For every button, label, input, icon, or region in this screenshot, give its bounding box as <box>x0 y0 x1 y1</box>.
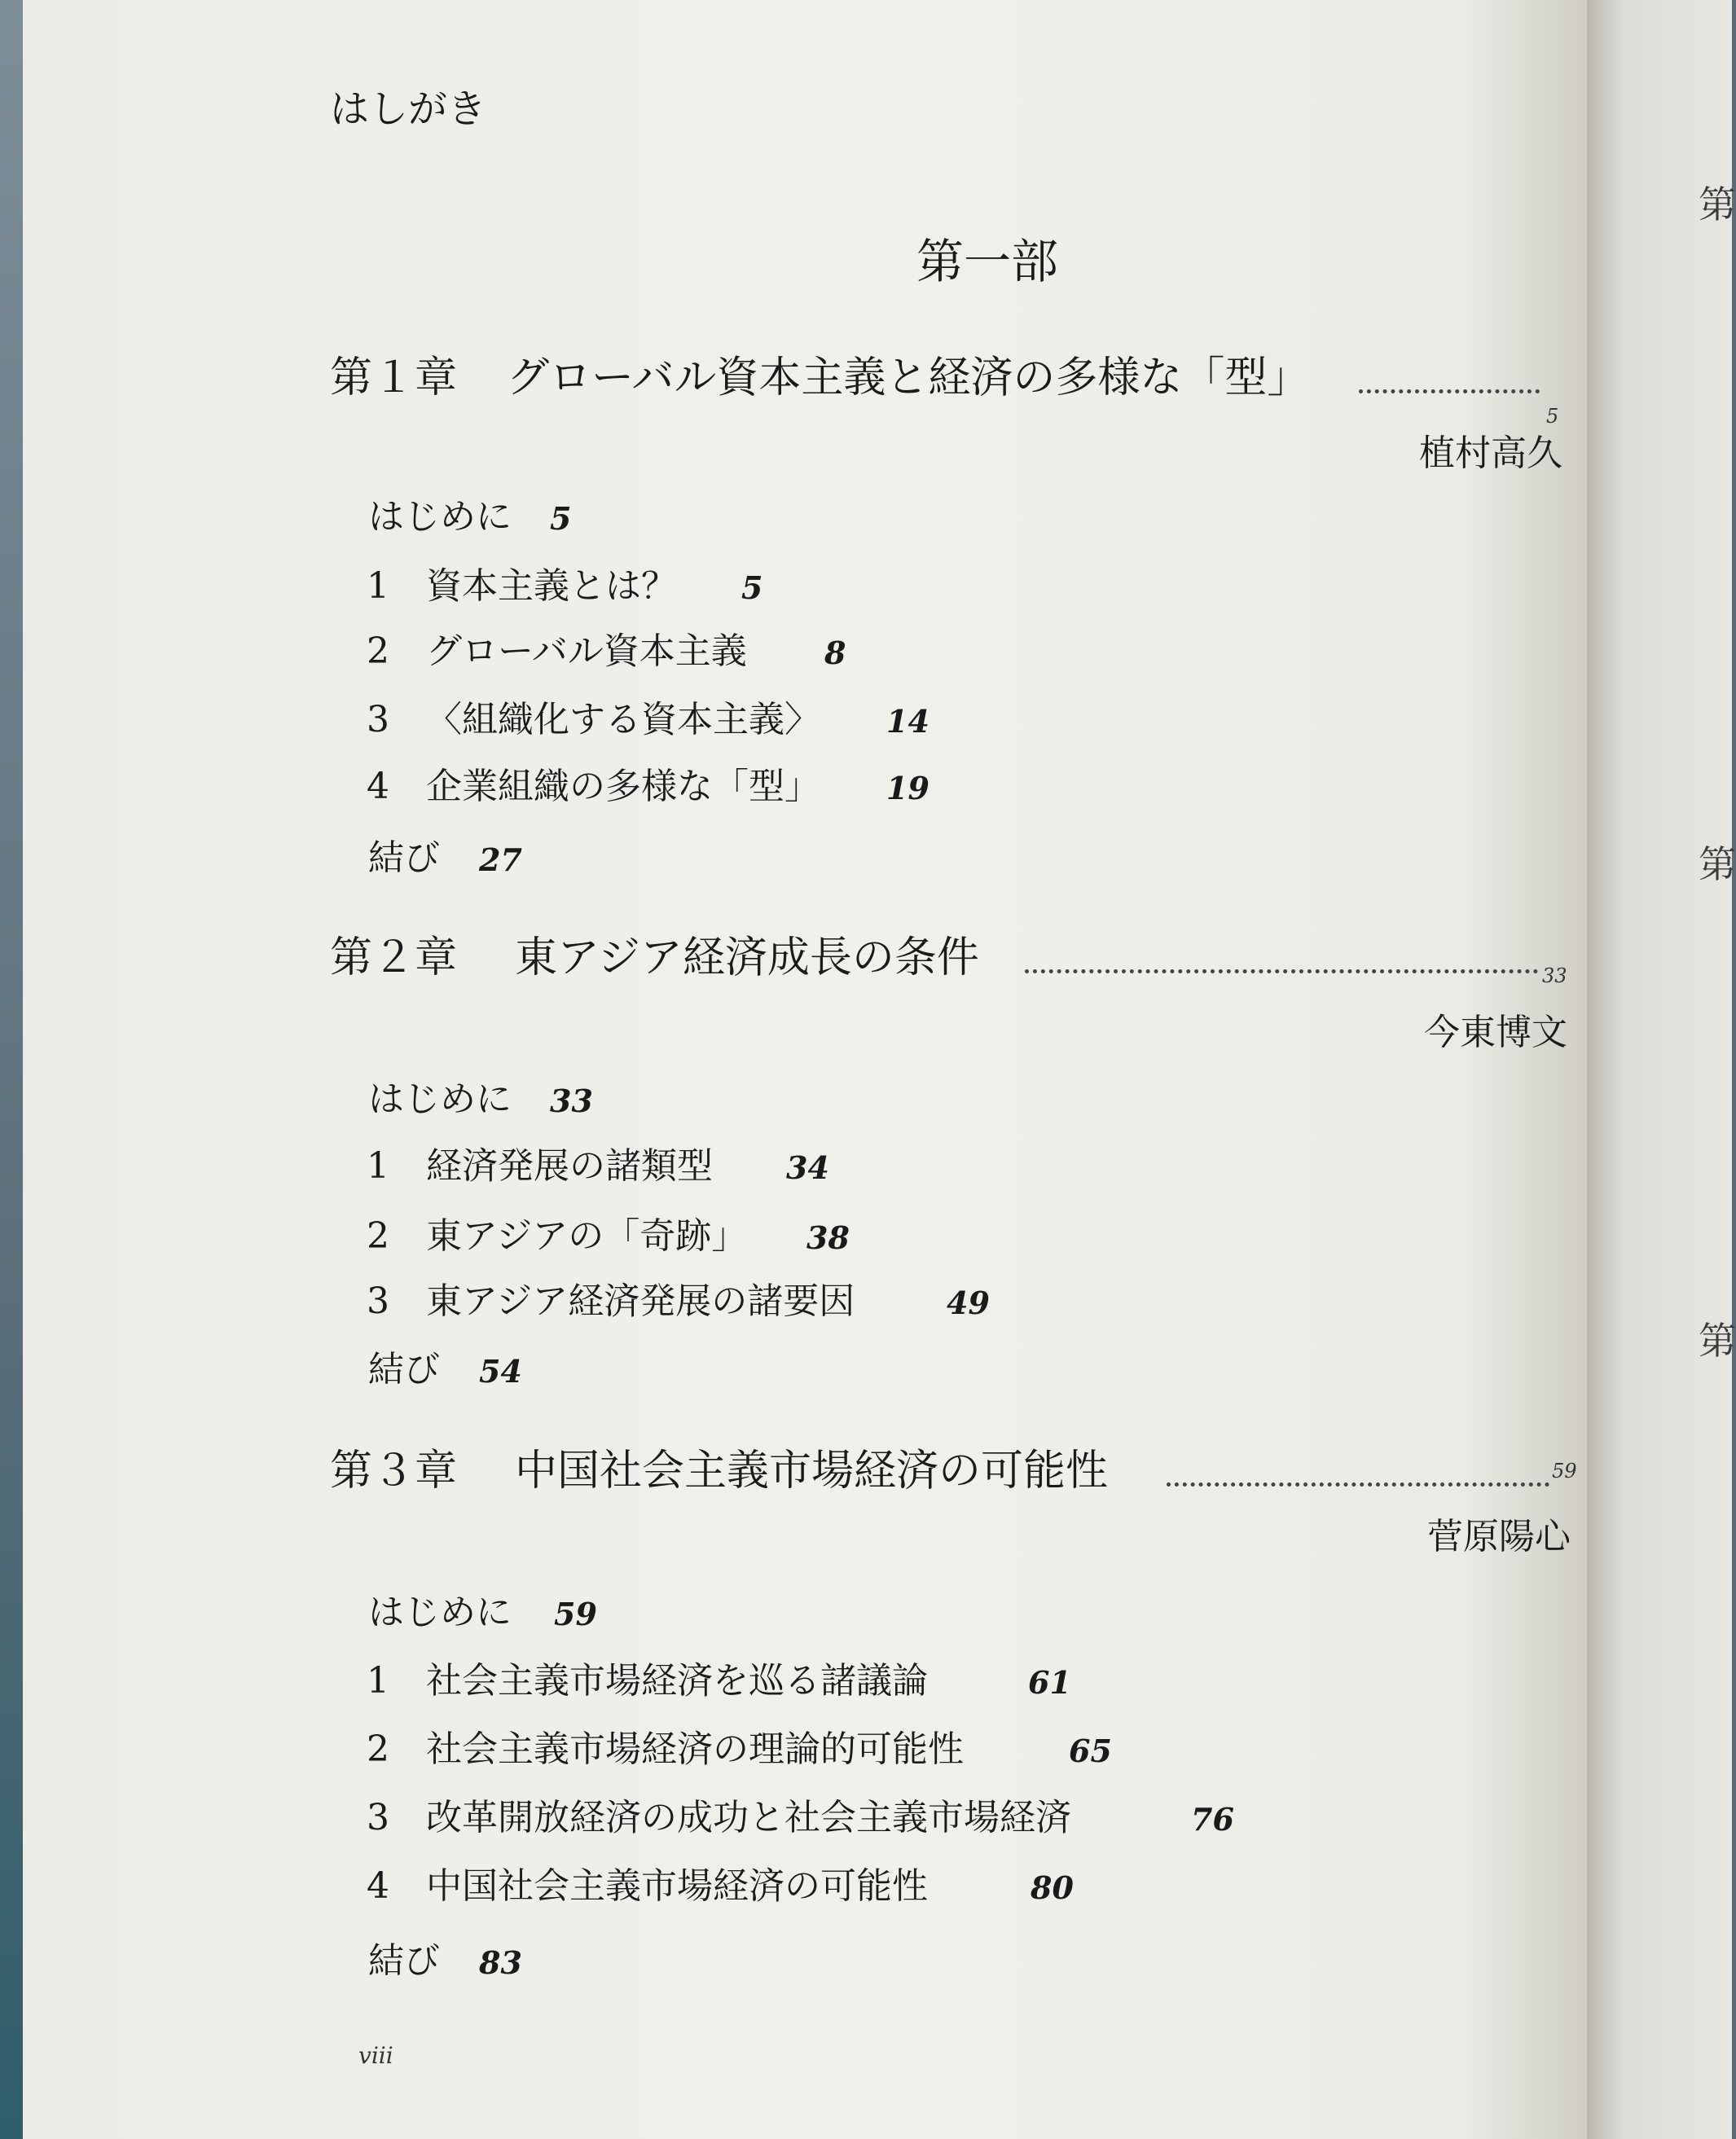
chapter-title: 東アジア経済成長の条件 <box>515 933 979 982</box>
section-page: 14 <box>886 703 930 740</box>
page-folio: viii <box>358 2042 393 2069</box>
section-title: グローバル資本主義 <box>426 630 747 672</box>
intro-label: はじめに <box>368 1078 512 1120</box>
chapter-number: 第１章 <box>330 354 458 402</box>
chapter-author: 菅原陽心 <box>1427 1516 1571 1557</box>
section-number: 2 <box>367 630 389 672</box>
section-page: 8 <box>824 635 846 671</box>
chapter-number: 第３章 <box>330 1447 458 1496</box>
chapter-author: 今東博文 <box>1424 1012 1567 1053</box>
preface-heading: はしがき <box>330 86 487 132</box>
section-title: 社会主義市場経済の理論的可能性 <box>426 1728 964 1770</box>
section-number: 3 <box>367 699 389 740</box>
section-title: 社会主義市場経済を巡る諸議論 <box>426 1660 928 1702</box>
section-number: 4 <box>367 766 389 807</box>
conclusion-label: 結び <box>368 1349 440 1390</box>
section-page: 5 <box>741 569 763 606</box>
intro-label: はじめに <box>368 1592 512 1633</box>
conclusion-page: 27 <box>479 841 522 878</box>
conclusion-label: 結び <box>368 1940 440 1982</box>
section-title: 企業組織の多様な「型」 <box>426 766 820 807</box>
section-page: 38 <box>806 1219 850 1256</box>
chapter-page: 5 <box>1546 405 1559 428</box>
section-number: 3 <box>367 1797 389 1838</box>
section-title: 改革開放経済の成功と社会主義市場経済 <box>426 1797 1071 1838</box>
section-title: 東アジアの「奇跡」 <box>426 1215 748 1257</box>
conclusion-label: 結び <box>368 837 440 879</box>
conclusion-page: 54 <box>479 1353 522 1390</box>
facing-page-fragment: 第 <box>1699 182 1736 226</box>
intro-label: はじめに <box>368 496 512 538</box>
dot-leader <box>1167 1482 1549 1487</box>
section-page: 61 <box>1028 1664 1071 1701</box>
facing-page <box>1587 0 1732 2139</box>
dot-leader <box>1359 389 1540 393</box>
facing-page-fragment: 第 <box>1699 842 1736 886</box>
dot-leader <box>1025 969 1538 973</box>
section-number: 4 <box>367 1865 389 1907</box>
section-number: 1 <box>367 1660 389 1702</box>
chapter-number: 第２章 <box>330 933 458 982</box>
section-number: 2 <box>367 1215 389 1257</box>
section-page: 65 <box>1069 1733 1112 1769</box>
intro-page: 33 <box>550 1083 593 1119</box>
facing-page-fragment: 第 <box>1699 1319 1736 1363</box>
intro-page: 5 <box>550 500 572 537</box>
section-page: 34 <box>786 1149 829 1186</box>
section-page: 80 <box>1031 1869 1074 1906</box>
chapter-title: 中国社会主義市場経済の可能性 <box>515 1447 1109 1496</box>
section-title: 資本主義とは？ <box>426 565 677 607</box>
section-number: 1 <box>367 565 389 607</box>
conclusion-page: 83 <box>479 1944 522 1981</box>
section-number: 3 <box>367 1280 389 1322</box>
section-title: 経済発展の諸類型 <box>426 1145 713 1187</box>
chapter-author: 植村高久 <box>1419 433 1562 474</box>
section-number: 1 <box>367 1145 389 1187</box>
section-number: 2 <box>367 1728 389 1770</box>
chapter-title: グローバル資本主義と経済の多様な「型」 <box>507 354 1310 402</box>
section-page: 76 <box>1191 1801 1234 1838</box>
left-book-edge <box>0 0 23 2139</box>
section-title: 〈組織化する資本主義〉 <box>426 699 820 740</box>
intro-page: 59 <box>554 1596 597 1632</box>
chapter-page: 33 <box>1542 964 1567 987</box>
section-page: 19 <box>886 770 930 806</box>
section-title: 東アジア経済発展の諸要因 <box>426 1280 855 1322</box>
chapter-page: 59 <box>1552 1460 1577 1482</box>
part-title: 第一部 <box>916 234 1059 289</box>
section-page: 49 <box>947 1285 990 1321</box>
section-title: 中国社会主義市場経済の可能性 <box>426 1865 928 1907</box>
